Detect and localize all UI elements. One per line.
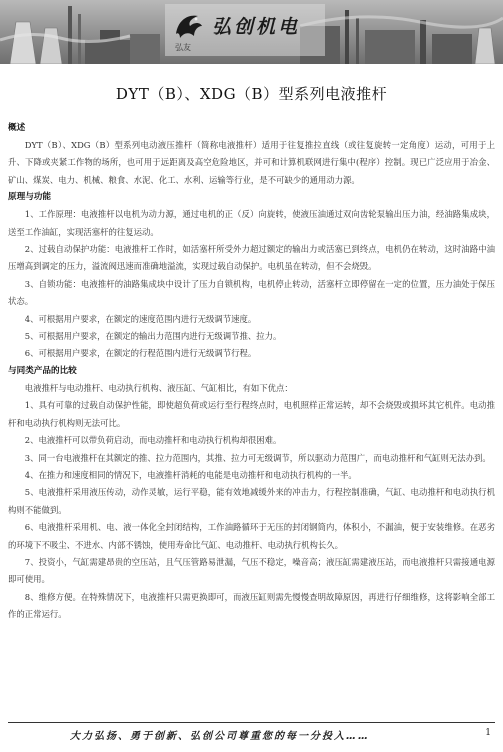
footer-slogan: 大力弘扬、勇于创新、弘创公司尊重您的每一分投入……	[70, 731, 370, 742]
paragraph: 2、过载自动保护功能：电液推杆工作时，如活塞杆所受外力超过额定的输出力或活塞已到终点，电机仍在转动，这时油路中油压增高到调定的压力，溢流阀迅速而准确地溢流，实现过载自动保护。电机虽在转动，但不会烧毁。	[8, 244, 495, 272]
paragraph: 4、可根据用户要求，在额定的速度范围内进行无级调节速度。	[24, 313, 257, 324]
paragraph: 7、投资小，气缸需建昂贵的空压站，且气压管路易泄漏，气压不稳定，噪音高；液压缸需建液压站，而电液推杆只需接通电源即可使用。	[8, 556, 495, 585]
section-overview	[8, 120, 495, 189]
paragraph: 3、自锁功能：电液推杆的油路集成块中设计了压力自锁机构，电机停止转动，活塞杆立即停留在一定的位置，压力油处于保压状态。	[8, 278, 495, 307]
paragraph: 2、电液推杆可以带负荷启动，而电动推杆和电动执行机构却很困难。	[24, 435, 282, 446]
paragraph: 3、同一台电液推杆在其额定的推、拉力范围内，其推、拉力可无级调节，所以驱动力范围广，而电动推杆和气缸则无法办到。	[24, 452, 491, 463]
section-comparison	[8, 363, 495, 624]
paragraph: 5、电液推杆采用液压传动，动作灵敏，运行平稳，能有效地减缓外来的冲击力，行程控制准确，气缸、电动推杆和电动执行机构则不能做到。	[8, 487, 495, 515]
document-body	[8, 120, 495, 624]
paragraph: 1、工作原理：电液推杆以电机为动力源，通过电机的正（反）向旋转，使液压油通过双向齿轮泵输出压力油，经油路集成块，送至工作油缸，实现活塞杆的往复运动。	[8, 209, 495, 237]
section-heading: 概述	[8, 123, 26, 133]
paragraph: 6、可根据用户要求，在额定的行程范围内进行无级调节行程。	[24, 348, 257, 359]
paragraph: 6、电液推杆采用机、电、液一体化全封闭结构，工作油路循环于无压的封闭钢筒内，体积小，不漏油，便于安装维修。在恶劣的环境下不吸尘、不进水、内部不锈蚀，使用寿命比气缸、电动推杆、电动执行机构长久。	[8, 522, 495, 550]
document-title: DYT（B）、XDG（B）型系列电液推杆	[115, 85, 388, 103]
page-number: 1	[485, 728, 491, 738]
paragraph: 5、可根据用户要求，在额定的输出力范围内进行无级调节推、拉力。	[24, 331, 282, 342]
footer-divider	[8, 722, 495, 723]
brand-name: 弘创机电	[212, 16, 301, 38]
section-heading: 与同类产品的比较	[8, 365, 77, 376]
logo-subtext: 弘友	[175, 43, 191, 52]
dragon-logo-icon	[172, 8, 206, 42]
section-principle	[8, 189, 495, 363]
paragraph: 电液推杆与电动推杆、电动执行机构、液压缸、气缸相比，有如下优点：	[24, 382, 293, 393]
header-banner	[0, 0, 503, 64]
paragraph: 4、在推力和速度相同的情况下，电液推杆消耗的电能是电动推杆和电动执行机构的一半。	[24, 469, 357, 480]
paragraph: DYT（B）、XDG（B）型系列电动液压推杆（简称电液推杆）适用于往复推拉直线（或往复旋转一定角度）运动，可用于上升、下降或夹紧工作物的场所，也可用于远距离及高空危险地区，并可和计算机联网进行集中(程序）控制。现已广泛应用于冶金、矿山、煤炭、电力、机械、粮食、水泥、化工、水利、运输等行业，是不可缺少的通用动力源。	[8, 140, 495, 185]
paragraph: 8、维修方便。在特殊情况下，电液推杆只需更换即可，而液压缸则需先慢慢查明故障原因，再进行仔细维修，这将影响全部工作的正常运行。	[8, 591, 495, 620]
section-heading: 原理与功能	[8, 192, 51, 203]
paragraph: 1、具有可靠的过载自动保护性能，即使超负荷或运行至行程终点时，电机照样正常运转，却不会烧毁或损坏其它机件。电动推杆和电动执行机构则无法可比。	[8, 400, 495, 428]
